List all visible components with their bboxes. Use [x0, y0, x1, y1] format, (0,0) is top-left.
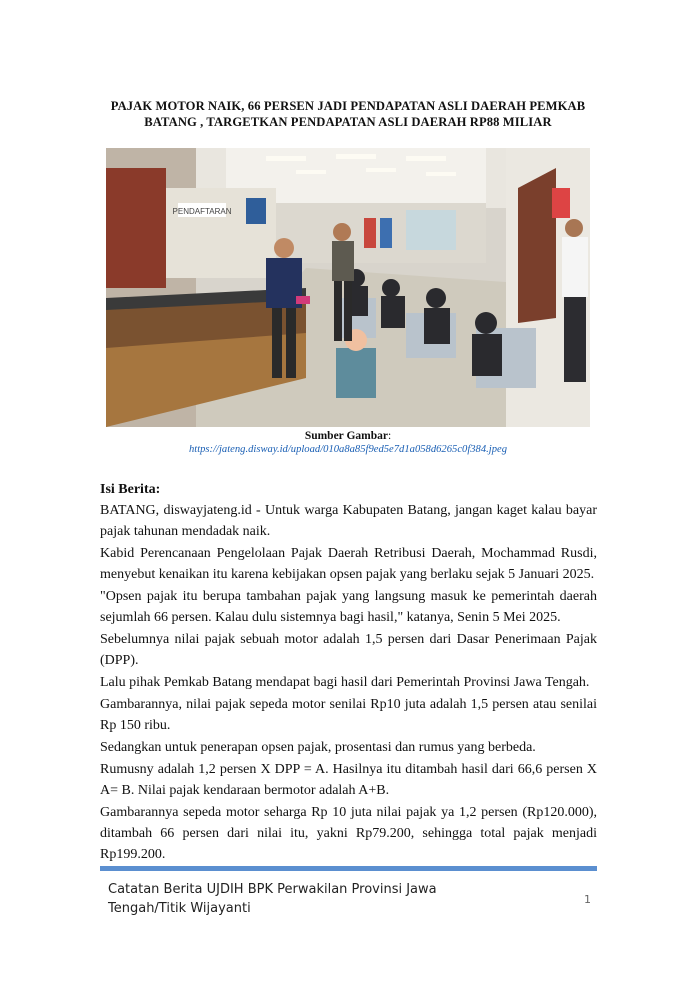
- article-title: PAJAK MOTOR NAIK, 66 PERSEN JADI PENDAPATAN ASLI DAERAH PEMKAB BATANG , TARGETKAN PENDAPATAN ASLI DAERAH RP88 MILIAR: [110, 99, 586, 129]
- paragraph: Sebelumnya nilai pajak sebuah motor adalah 1,5 persen dari Dasar Penerimaan Pajak (DPP).: [100, 632, 597, 668]
- office-scene-illustration: [106, 148, 590, 427]
- section-label: Isi Berita:: [100, 482, 161, 497]
- paragraph: Kabid Perencanaan Pengelolaan Pajak Daerah Retribusi Daerah, Mochammad Rusdi, menyebut kenaikan itu karena kebijakan opsen pajak yang berlaku sejak 5 Januari 2025.: [100, 546, 597, 582]
- paragraph: BATANG, diswayjateng.id - Untuk warga Kabupaten Batang, jangan kaget kalau bayar pajak tahunan mendadak naik.: [100, 503, 597, 539]
- footer-text: Catatan Berita UJDIH BPK Perwakilan Provinsi Jawa Tengah/Titik Wijayanti: [108, 882, 437, 916]
- paragraph: Gambarannya sepeda motor seharga Rp 10 juta nilai pajak ya 1,2 persen (Rp120.000), ditambah 66 persen dari nilai itu, yakni Rp79.200, sehingga total pajak menjadi Rp199.200.: [100, 805, 597, 862]
- image-source-label: Sumber Gambar:: [304, 430, 392, 442]
- paragraph: Lalu pihak Pemkab Batang mendapat bagi hasil dari Pemerintah Provinsi Jawa Tengah.: [100, 675, 590, 690]
- footer-divider: [100, 866, 597, 871]
- paragraph: "Opsen pajak itu berupa tambahan pajak yang langsung masuk ke pemerintah daerah sejumlah 66 persen. Kalau dulu sistemnya bagi hasil," katanya, Senin 5 Mei 2025.: [100, 589, 597, 625]
- counter-sign-text: PENDAFTARAN: [172, 207, 232, 216]
- article-photo: [106, 148, 590, 427]
- image-source-url[interactable]: https://jateng.disway.id/upload/010a8a85f9ed5e7d1a058d6265c0f384.jpeg: [188, 444, 508, 455]
- page-number: 1: [584, 893, 591, 906]
- paragraph: Rumusny adalah 1,2 persen X DPP = A. Hasilnya itu ditambah hasil dari 66,6 persen X A= B. Nilai pajak kendaraan bermotor adalah A+B.: [100, 762, 597, 798]
- paragraph: Sedangkan untuk penerapan opsen pajak, prosentasi dan rumus yang berbeda.: [100, 740, 536, 755]
- paragraph: Gambarannya, nilai pajak sepeda motor senilai Rp10 juta adalah 1,5 persen atau senilai Rp 150 ribu.: [100, 697, 597, 733]
- article-body: [100, 500, 597, 866]
